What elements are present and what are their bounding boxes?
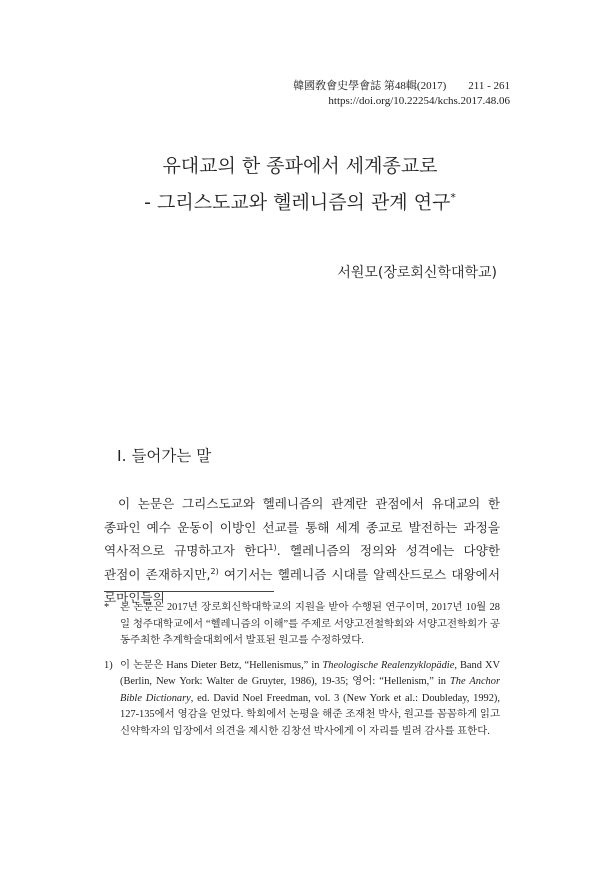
title-line-2-text: - 그리스도교와 헬레니즘의 관계 연구 bbox=[144, 191, 451, 214]
body-text-3: 여기서는 헬레니즘 시대를 알렉산드로스 대왕에서 로마인들의 bbox=[104, 566, 500, 605]
doi-link[interactable]: https://doi.org/10.22254/kchs.2017.48.06 bbox=[328, 95, 510, 107]
footnote-star-text: 본 논문은 2017년 장로회신학대학교의 지원을 받아 수행된 연구이며, 2017년 10월 28일 청주대학교에서 “헬레니즘의 이해”를 주제로 서양고전철학회와 서양고전학회가 공동주최한 추계학술대회에서 발표된 원고를 수정하였다. bbox=[120, 602, 500, 646]
body-text-1: 이 논문은 그리스도교와 헬레니즘의 관계란 관점에서 유대교의 한 종파인 예수 운동이 이방인 선교를 통해 세계 종교로 발전하는 과정을 역사적으로 규명하고자 한다 bbox=[104, 496, 500, 558]
journal-header bbox=[293, 79, 510, 109]
footnote-divider bbox=[104, 591, 274, 592]
footnote-ref-1[interactable]: 1) bbox=[268, 542, 277, 552]
section-number: I. bbox=[117, 447, 127, 465]
page-range: 211 - 261 bbox=[468, 80, 510, 92]
journal-citation bbox=[293, 79, 510, 94]
title-line-2 bbox=[0, 182, 600, 218]
footnote-1-text bbox=[120, 658, 500, 741]
title-line-1: 유대교의 한 종파에서 세계종교로 bbox=[162, 155, 438, 177]
fn1-part-a: 이 논문은 Hans Dieter Betz, “Hellenismus,” in bbox=[120, 659, 323, 671]
footnotes bbox=[104, 600, 500, 748]
fn1-part-c: , Band XV (Berlin, New York: Walter de Gruyter, 1986), 19-35; 영어: “Hellenism,” in bbox=[120, 659, 501, 687]
paper-title bbox=[0, 150, 600, 218]
section-heading bbox=[117, 444, 211, 466]
footnote-1 bbox=[104, 658, 500, 741]
fn1-work-title-2: The Anchor Bible Dictionary bbox=[120, 676, 500, 704]
fn1-work-title-1: Theologische Realenzyklopädie bbox=[322, 659, 455, 671]
footnote-1-mark: 1) bbox=[104, 659, 113, 671]
fn1-part-e: , ed. David Noel Freedman, vol. 3 (New York et al.: Doubleday, 1992), 127-135에서 영감을 얻었다. 학회에서 논평을 해준 조재천 박사, 원고를 꼼꼼하게 읽고 신약학자의 입장에서 의견을 제시한 김창선 박사에게 이 자리를 빌려 감사를 표한다. bbox=[120, 692, 500, 737]
title-footnote-mark[interactable]: * bbox=[450, 191, 456, 204]
body-text-2: . 헬레니즘의 정의와 성격에는 다양한 관점이 존재하지만, bbox=[104, 543, 500, 582]
author-affiliation: 서원모(장로회신학대학교) bbox=[337, 265, 497, 281]
section-title: 들어가는 말 bbox=[131, 447, 212, 465]
footnote-star bbox=[104, 600, 500, 650]
journal-name: 韓國敎會史學會誌 第48輯(2017) bbox=[293, 80, 447, 92]
footnote-star-mark: * bbox=[104, 602, 110, 613]
footnote-ref-2[interactable]: 2) bbox=[210, 566, 219, 576]
